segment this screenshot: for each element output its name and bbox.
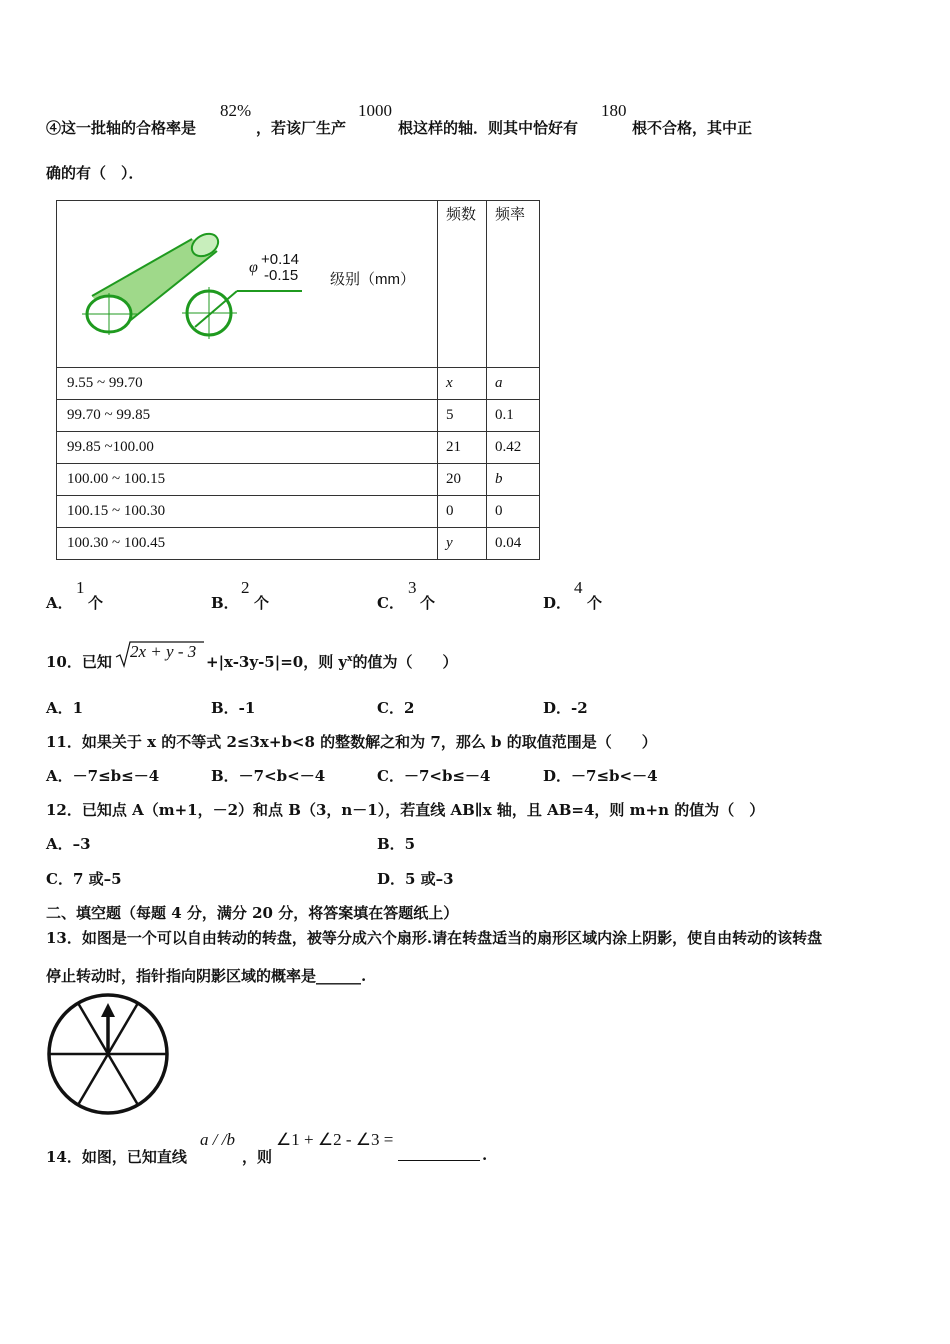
q10-option-c: C．2 xyxy=(377,699,415,717)
statement-4-text-c: 根这样的轴．则其中恰好有 xyxy=(398,119,579,137)
q13-line1: 13．如图是一个可以自由转动的转盘，被等分成六个扇形.请在转盘适当的扇形区域内涂上阴影，使自由转动的该转盘 xyxy=(46,929,823,947)
freq-cell: 5 xyxy=(438,400,487,432)
q13-line2: 停止转动时，指针指向阴影区域的概率是______. xyxy=(46,967,367,985)
tolerance-lower: -0.15 xyxy=(264,267,299,284)
q10-radicand: 2x + y - 3 xyxy=(130,642,197,661)
frequency-table xyxy=(56,200,540,560)
range-cell: 100.00 ~ 100.15 xyxy=(57,464,438,496)
q12-stem: 12．已知点 A（m+1，－2）和点 B（3，n－1），若直线 AB∥x 轴，且 AB=4，则 m+n 的值为（ ） xyxy=(46,801,765,819)
q9-option-d-label: D． xyxy=(543,594,572,612)
q10-suffix-text: +|x-3y-5|=0，则 y xyxy=(206,653,348,671)
q12-option-a: A．–3 xyxy=(46,835,91,853)
q10-option-a: A．1 xyxy=(46,699,84,717)
table-row xyxy=(57,432,540,464)
q10-suffix xyxy=(206,651,458,672)
table-header-row xyxy=(57,201,540,368)
q11-option-a: A．－7≤b≤－4 xyxy=(46,767,160,785)
q9-option-b-label: B． xyxy=(211,594,239,612)
tolerance-upper: +0.14 xyxy=(261,251,299,268)
freq-cell: x xyxy=(438,368,487,400)
table-row xyxy=(57,400,540,432)
table-row xyxy=(57,528,540,560)
q12-option-c: C．7 或–5 xyxy=(46,870,122,888)
q14-prefix: 14．如图，已知直线 xyxy=(46,1148,187,1166)
range-cell: 99.70 ~ 99.85 xyxy=(57,400,438,432)
shaft-figure-cell xyxy=(57,201,438,368)
table-row xyxy=(57,464,540,496)
freq-cell: 20 xyxy=(438,464,487,496)
q9-option-a-unit: 个 xyxy=(88,594,104,612)
q9-option-c-label: C． xyxy=(377,594,404,612)
header-frequency xyxy=(438,201,487,368)
q14-answer-blank[interactable] xyxy=(398,1146,480,1161)
phi-symbol: φ xyxy=(249,259,258,276)
header-rate-text: 频率 xyxy=(495,207,526,223)
level-label: 级别（mm） xyxy=(330,271,415,288)
q11-option-c: C．－7<b≤－4 xyxy=(377,767,491,785)
rate-cell: 0 xyxy=(487,496,540,528)
rate-cell: 0.1 xyxy=(487,400,540,432)
freq-cell: 0 xyxy=(438,496,487,528)
q12-option-d: D．5 或–3 xyxy=(377,870,454,888)
section-title: 二、填空题（每题 4 分，满分 20 分，将答案填在答题纸上） xyxy=(46,904,459,922)
rate-cell: b xyxy=(487,464,540,496)
q10-tail: 的值为（ ） xyxy=(352,653,458,671)
q10-prefix: 10．已知 xyxy=(46,653,112,671)
production-count: 1000 xyxy=(358,101,392,120)
q14-mid: ，则 xyxy=(242,1148,273,1166)
q12-option-b: B．5 xyxy=(377,835,416,853)
q10-exponent: x xyxy=(347,654,353,664)
freq-cell: 21 xyxy=(438,432,487,464)
statement-4-line1 xyxy=(46,117,196,138)
statement-4-line2: 确的有（ ）． xyxy=(46,164,144,182)
statement-4-text-d: 根不合格，其中正 xyxy=(632,119,753,137)
unqualified-count: 180 xyxy=(601,101,627,120)
q14-expression: ∠1 + ∠2 - ∠3 = xyxy=(276,1130,394,1149)
header-frequency-text: 频数 xyxy=(446,207,477,223)
rate-cell: 0.04 xyxy=(487,528,540,560)
q9-option-d-num: 4 xyxy=(574,578,583,597)
pass-rate-value: 82% xyxy=(220,101,252,120)
q9-option-d-unit: 个 xyxy=(587,594,603,612)
range-cell: 9.55 ~ 99.70 xyxy=(57,368,438,400)
q10-option-b: B．-1 xyxy=(211,699,256,717)
q9-option-c-unit: 个 xyxy=(420,594,436,612)
q10-option-d: D．-2 xyxy=(543,699,588,717)
statement-4-text-b: ，若该厂生产 xyxy=(256,119,347,137)
q14-parallel: a / /b xyxy=(200,1130,235,1149)
rate-cell: a xyxy=(487,368,540,400)
q9-option-b-num: 2 xyxy=(241,578,250,597)
range-cell: 99.85 ~100.00 xyxy=(57,432,438,464)
q11-stem: 11．如果关于 x 的不等式 2≤3x+b<8 的整数解之和为 7，那么 b 的取值范围是（ ） xyxy=(46,733,657,751)
q11-option-b: B．－7<b<－4 xyxy=(211,767,326,785)
q9-option-c-num: 3 xyxy=(408,578,417,597)
q9-option-a-num: 1 xyxy=(76,578,85,597)
spinner-wheel xyxy=(46,993,172,1119)
q14-end: . xyxy=(482,1146,488,1164)
statement-4-text-a: ④这一批轴的合格率是 xyxy=(46,119,197,137)
q9-option-b-unit: 个 xyxy=(254,594,270,612)
table-row xyxy=(57,496,540,528)
range-cell: 100.15 ~ 100.30 xyxy=(57,496,438,528)
header-rate xyxy=(487,201,540,368)
q9-option-a-label: A． xyxy=(46,594,73,612)
q11-option-d: D．－7≤b<－4 xyxy=(543,767,658,785)
table-row xyxy=(57,368,540,400)
freq-cell: y xyxy=(438,528,487,560)
rate-cell: 0.42 xyxy=(487,432,540,464)
range-cell: 100.30 ~ 100.45 xyxy=(57,528,438,560)
